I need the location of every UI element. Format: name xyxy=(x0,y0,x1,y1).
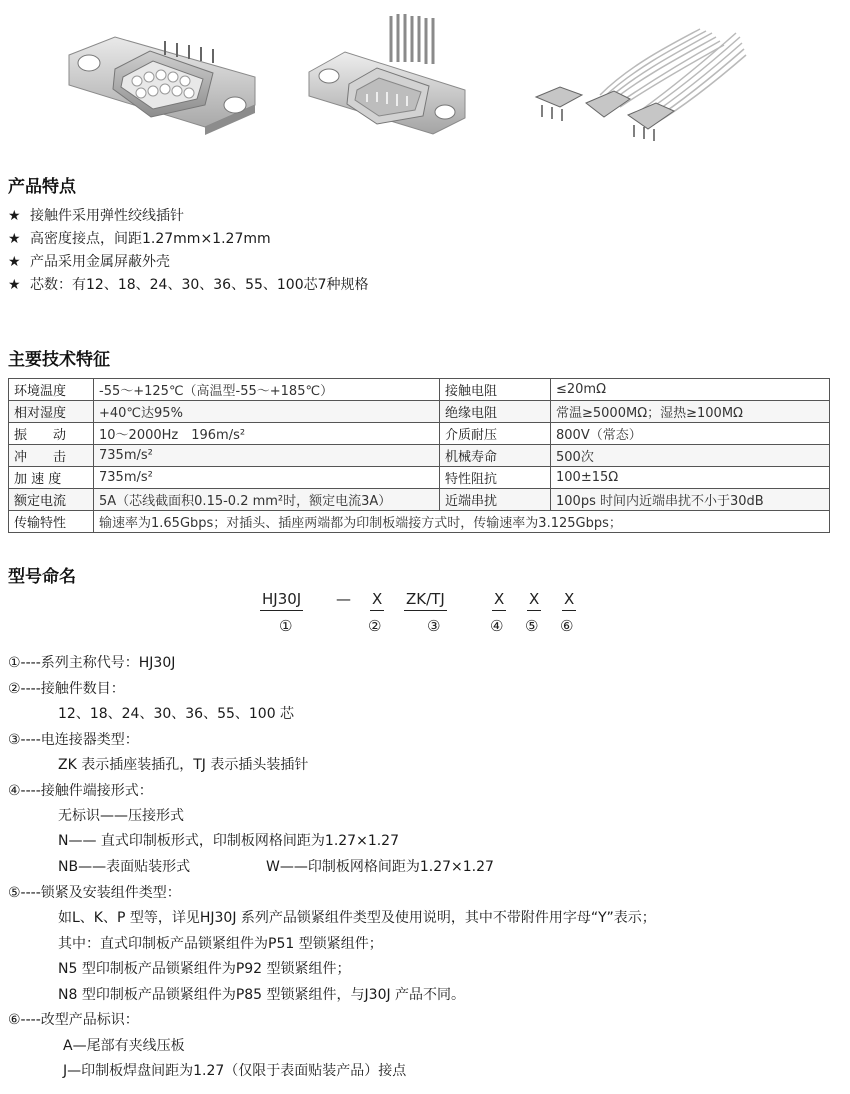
star-icon: ★ xyxy=(8,254,21,270)
spec-label: 介质耐压 xyxy=(440,423,551,445)
features-list xyxy=(8,205,369,297)
spec-label: 机械寿命 xyxy=(440,445,551,467)
model-index: ⑤ xyxy=(525,617,539,635)
spec-value: 常温≥5000MΩ；湿热≥100MΩ xyxy=(551,401,830,423)
model-part-series: HJ30J xyxy=(260,590,303,611)
spec-value: 735m/s² xyxy=(94,445,440,467)
desc-line: NB——表面贴装形式 xyxy=(58,859,191,875)
model-part-count: X xyxy=(370,590,384,611)
feature-text: 高密度接点，间距1.27mm×1.27mm xyxy=(30,231,271,247)
spec-value: 800V（常态） xyxy=(551,423,830,445)
desc-line: ⑥----改型产品标识： xyxy=(8,1012,139,1028)
spec-label: 近端串扰 xyxy=(440,489,551,511)
desc-line: 12、18、24、30、36、55、100 芯 xyxy=(58,706,295,722)
star-icon: ★ xyxy=(8,277,21,293)
spec-value: 输速率为1.65Gbps；对插头、插座两端都为印制板端接方式时，传输速率为3.125Gbps； xyxy=(94,511,830,533)
spec-value: 10～2000Hz 196m/s² xyxy=(94,423,440,445)
spec-value: ≤20mΩ xyxy=(551,379,830,401)
spec-label: 接触电阻 xyxy=(440,379,551,401)
model-index: ③ xyxy=(427,617,441,635)
spec-label: 特性阻抗 xyxy=(440,467,551,489)
desc-line: ③----电连接器类型： xyxy=(8,732,139,748)
desc-line: 无标识——压接形式 xyxy=(58,808,184,824)
feature-item xyxy=(8,205,369,228)
spec-label: 振 动 xyxy=(9,423,94,445)
spec-label: 相对湿度 xyxy=(9,401,94,423)
desc-line: A—尾部有夹线压板 xyxy=(63,1038,185,1054)
spec-value: 500次 xyxy=(551,445,830,467)
table-row xyxy=(9,445,830,467)
desc-line: 如L、K、P 型等，详见HJ30J 系列产品锁紧组件类型及使用说明，其中不带附件用字母“Y”表示； xyxy=(58,910,656,926)
spec-label: 额定电流 xyxy=(9,489,94,511)
plug-connector-photo xyxy=(305,10,475,140)
table-row xyxy=(9,379,830,401)
spec-label: 加 速 度 xyxy=(9,467,94,489)
specs-heading: 主要技术特征 xyxy=(8,350,110,370)
spec-value: 100ps 时间内近端串扰不小于30dB xyxy=(551,489,830,511)
feature-text: 产品采用金属屏蔽外壳 xyxy=(30,254,170,270)
desc-line: ②----接触件数目： xyxy=(8,681,125,697)
desc-line: J—印制板焊盘间距为1.27（仅限于表面贴装产品）接点 xyxy=(63,1063,407,1079)
table-row xyxy=(9,423,830,445)
spec-table xyxy=(8,378,830,533)
feature-item xyxy=(8,274,369,297)
feature-text: 接触件采用弹性绞线插针 xyxy=(30,208,184,224)
desc-line: N8 型印制板产品锁紧组件为P85 型锁紧组件，与J30J 产品不同。 xyxy=(58,987,466,1003)
spec-label: 冲 击 xyxy=(9,445,94,467)
table-row xyxy=(9,511,830,533)
spec-value: 5A（芯线截面积0.15-0.2 mm²时，额定电流3A） xyxy=(94,489,440,511)
model-index: ④ xyxy=(490,617,504,635)
star-icon: ★ xyxy=(8,231,21,247)
desc-line: N—— 直式印制板形式，印制板网格间距为1.27×1.27 xyxy=(58,833,399,849)
spec-label: 环境温度 xyxy=(9,379,94,401)
model-index: ② xyxy=(368,617,382,635)
desc-line: ZK 表示插座装插孔，TJ 表示插头装插针 xyxy=(58,757,309,773)
naming-heading: 型号命名 xyxy=(8,567,76,587)
spec-value: +40℃达95% xyxy=(94,401,440,423)
desc-line: ①----系列主称代号：HJ30J xyxy=(8,655,176,671)
receptacle-connector-photo xyxy=(55,25,270,135)
product-photos xyxy=(0,0,850,160)
star-icon: ★ xyxy=(8,208,21,224)
table-row xyxy=(9,489,830,511)
spec-value: -55～+125℃（高温型-55～+185℃） xyxy=(94,379,440,401)
table-row xyxy=(9,467,830,489)
desc-line: 其中：直式印制板产品锁紧组件为P51 型锁紧组件； xyxy=(58,936,383,952)
feature-item xyxy=(8,228,369,251)
feature-item xyxy=(8,251,369,274)
spec-label: 绝缘电阻 xyxy=(440,401,551,423)
spec-value: 100±15Ω xyxy=(551,467,830,489)
model-index: ⑥ xyxy=(560,617,574,635)
model-dash: — xyxy=(336,590,351,608)
model-part-type: ZK/TJ xyxy=(404,590,447,611)
desc-line: ④----接触件端接形式： xyxy=(8,783,153,799)
table-row xyxy=(9,401,830,423)
spec-label: 传输特性 xyxy=(9,511,94,533)
desc-line: W——印制板网格间距为1.27×1.27 xyxy=(266,859,494,875)
feature-text: 芯数：有12、18、24、30、36、55、100芯7种规格 xyxy=(30,277,369,293)
spec-value: 735m/s² xyxy=(94,467,440,489)
features-heading: 产品特点 xyxy=(8,177,76,197)
model-part-modify: X xyxy=(562,590,576,611)
desc-line: ⑤----锁紧及安装组件类型： xyxy=(8,885,181,901)
cable-assembly-photo xyxy=(530,25,750,155)
model-part-termination: X xyxy=(492,590,506,611)
desc-line: N5 型印制板产品锁紧组件为P92 型锁紧组件； xyxy=(58,961,351,977)
model-part-lock: X xyxy=(527,590,541,611)
model-index: ① xyxy=(279,617,293,635)
